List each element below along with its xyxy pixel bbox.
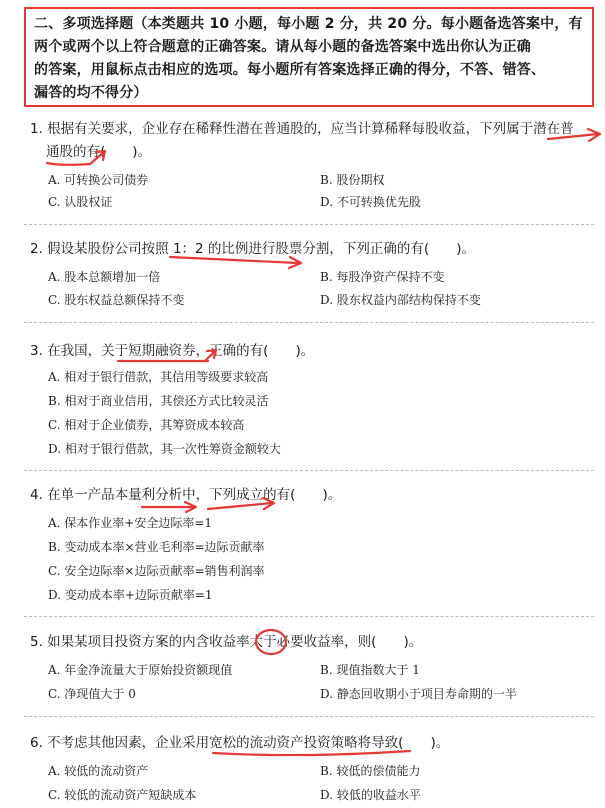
question-2-option-b[interactable]: B. 每股净资产保持不变 — [320, 270, 445, 284]
question-5-option-d[interactable]: D. 静态回收期小于项目寿命期的一半 — [320, 687, 517, 701]
question-4-option-c[interactable]: C. 安全边际率×边际贡献率=销售利润率 — [48, 564, 265, 578]
question-4-option-a[interactable]: A. 保本作业率+安全边际率=1 — [48, 516, 213, 530]
question-1-stem-line-2: 通股的有( )。 — [46, 144, 152, 160]
divider — [24, 616, 594, 617]
question-2-option-d[interactable]: D. 股东权益内部结构保持不变 — [320, 293, 481, 307]
question-1-option-d[interactable]: D. 不可转换优先股 — [320, 195, 421, 209]
question-1-option-c[interactable]: C. 认股权证 — [48, 195, 113, 209]
question-5-option-a[interactable]: A. 年金净流量大于原始投资额现值 — [48, 663, 233, 677]
question-4-option-d[interactable]: D. 变动成本率+边际贡献率=1 — [48, 588, 213, 602]
question-3-option-b[interactable]: B. 相对于商业信用，其偿还方式比较灵活 — [48, 394, 269, 408]
annotation-underline — [47, 163, 90, 165]
question-3-stem: 3. 在我国，关于短期融资券，正确的有( )。 — [30, 343, 315, 359]
divider — [24, 716, 594, 717]
question-6-option-b[interactable]: B. 较低的偿债能力 — [320, 764, 421, 778]
question-1-stem-line-1: 1. 根据有关要求，企业存在稀释性潜在普通股的，应当计算稀释每股收益，下列属于潜在普 — [30, 121, 574, 137]
question-5-option-c[interactable]: C. 净现值大于 0 — [48, 687, 136, 701]
section-header-line-4: 漏答的均不得分） — [34, 85, 148, 101]
question-3-option-a[interactable]: A. 相对于银行借款，其信用等级要求较高 — [48, 370, 269, 384]
question-5-option-b[interactable]: B. 现值指数大于 1 — [320, 663, 420, 677]
question-1-option-a[interactable]: A. 可转换公司债券 — [48, 173, 149, 187]
question-6-option-d[interactable]: D. 较低的收益水平 — [320, 788, 421, 802]
question-6-option-a[interactable]: A. 较低的流动资产 — [48, 764, 149, 778]
section-header-line-2: 两个或两个以上符合题意的正确答案。请从每小题的备选答案中选出你认为正确 — [34, 39, 531, 55]
question-5-stem: 5. 如果某项目投资方案的内含收益率大于必要收益率，则( )。 — [30, 634, 423, 650]
question-6-option-c[interactable]: C. 较低的流动资产短缺成本 — [48, 788, 197, 802]
question-4-stem: 4. 在单一产品本量利分析中，下列成立的有( )。 — [30, 487, 342, 503]
section-header-line-1: 二、多项选择题（本类题共 10 小题，每小题 2 分，共 20 分。每小题备选答案中，有 — [34, 16, 583, 32]
section-header — [24, 7, 594, 107]
question-4-option-b[interactable]: B. 变动成本率×营业毛利率=边际贡献率 — [48, 540, 265, 554]
question-2-stem: 2. 假设某股份公司按照 1：2 的比例进行股票分割，下列正确的有( )。 — [30, 241, 475, 257]
divider — [24, 224, 594, 225]
question-6-stem: 6. 不考虑其他因素，企业采用宽松的流动资产投资策略将导致( )。 — [30, 735, 450, 751]
question-2-option-a[interactable]: A. 股本总额增加一倍 — [48, 270, 161, 284]
section-header-line-3: 的答案，用鼠标点击相应的选项。每小题所有答案选择正确的得分，不答、错答、 — [34, 62, 546, 78]
divider — [24, 322, 594, 323]
question-3-option-c[interactable]: C. 相对于企业债券，其筹资成本较高 — [48, 418, 245, 432]
divider — [24, 470, 594, 471]
question-3-option-d[interactable]: D. 相对于银行借款，其一次性筹资金额较大 — [48, 442, 281, 456]
question-2-option-c[interactable]: C. 股东权益总额保持不变 — [48, 293, 185, 307]
question-1-option-b[interactable]: B. 股份期权 — [320, 173, 385, 187]
